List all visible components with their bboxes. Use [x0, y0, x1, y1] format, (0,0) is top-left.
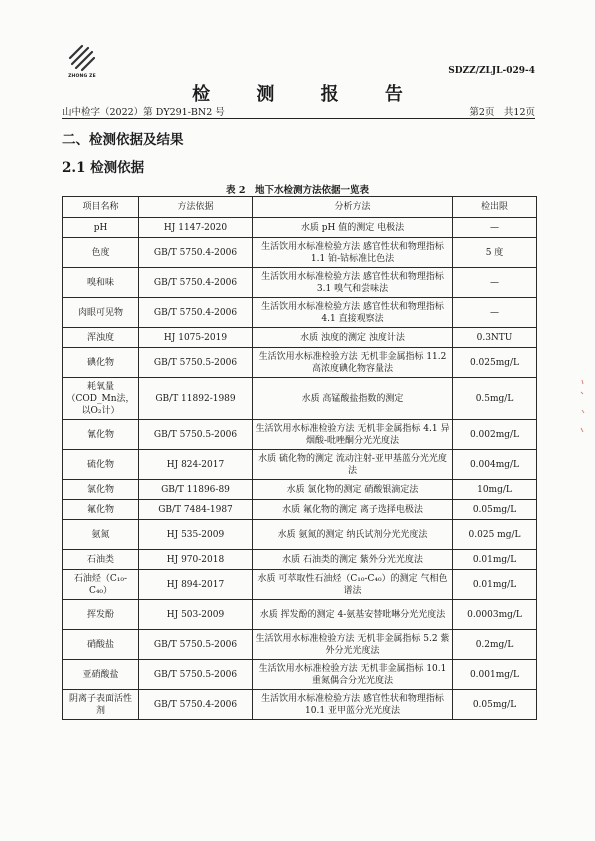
cell-method: 水质 挥发酚的测定 4-氨基安替吡啉分光光度法 [253, 600, 453, 630]
cell-limit: 0.0003mg/L [453, 600, 537, 630]
company-logo-icon [62, 38, 102, 78]
table-row [63, 570, 537, 600]
cell-standard: GB/T 5750.5-2006 [139, 420, 253, 450]
cell-standard: GB/T 5750.4-2006 [139, 268, 253, 298]
table-row [63, 218, 537, 238]
cell-standard: GB/T 5750.4-2006 [139, 238, 253, 268]
cell-item-name: pH [63, 218, 139, 238]
cell-method: 生活饮用水标准检验方法 无机非金属指标 10.1 重氮偶合分光光度法 [253, 660, 453, 690]
table-header-row [63, 197, 537, 218]
cell-item-name: 氯化物 [63, 480, 139, 500]
cell-limit: 0.001mg/L [453, 660, 537, 690]
cell-item-name: 石油类 [63, 550, 139, 570]
report-number: 山中检字（2022）第 DY291-BN2 号 [62, 107, 225, 118]
cell-limit: 0.025mg/L [453, 348, 537, 378]
cell-method: 水质 浊度的测定 浊度计法 [253, 328, 453, 348]
page-info: 第2页 共12页 [469, 107, 535, 118]
cell-item-name: 嗅和味 [63, 268, 139, 298]
cell-method: 水质 高锰酸盐指数的测定 [253, 378, 453, 420]
cell-limit: 0.002mg/L [453, 420, 537, 450]
cell-standard: HJ 1147-2020 [139, 218, 253, 238]
cell-method: 生活饮用水标准检验方法 感官性状和物理指标 4.1 直接观察法 [253, 298, 453, 328]
cell-limit: — [453, 218, 537, 238]
cell-method: 生活饮用水标准检验方法 无机非金属指标 11.2 高浓度碘化物容量法 [253, 348, 453, 378]
cell-limit: 0.01mg/L [453, 550, 537, 570]
document-code: SDZZ/ZLJL-029-4 [448, 66, 535, 76]
cell-limit: — [453, 298, 537, 328]
table-row [63, 450, 537, 480]
cell-method: 生活饮用水标准检验方法 感官性状和物理指标 10.1 亚甲蓝分光光度法 [253, 690, 453, 720]
table-row [63, 348, 537, 378]
cell-standard: HJ 824-2017 [139, 450, 253, 480]
cell-method: 水质 氟化物的测定 离子选择电极法 [253, 500, 453, 520]
cell-limit: 0.01mg/L [453, 570, 537, 600]
cell-limit: 0.5mg/L [453, 378, 537, 420]
cell-item-name: 耗氧量（COD_Mn法，以O₂计） [63, 378, 139, 420]
table-row [63, 690, 537, 720]
cell-limit: 0.05mg/L [453, 500, 537, 520]
table-row [63, 660, 537, 690]
cell-method: 水质 硫化物的测定 流动注射-亚甲基蓝分光光度法 [253, 450, 453, 480]
cell-item-name: 石油烃（C₁₀-C₄₀） [63, 570, 139, 600]
table-caption: 表 2 地下水检测方法依据一览表 [226, 185, 369, 196]
column-header: 项目名称 [63, 197, 139, 218]
table-row [63, 268, 537, 298]
cell-item-name: 阴离子表面活性剂 [63, 690, 139, 720]
cell-standard: GB/T 11892-1989 [139, 378, 253, 420]
table-row [63, 500, 537, 520]
cell-item-name: 肉眼可见物 [63, 298, 139, 328]
cell-method: 生活饮用水标准检验方法 无机非金属指标 5.2 紫外分光光度法 [253, 630, 453, 660]
cell-standard: GB/T 7484-1987 [139, 500, 253, 520]
cell-limit: 0.05mg/L [453, 690, 537, 720]
cell-item-name: 色度 [63, 238, 139, 268]
method-table [62, 196, 537, 720]
cell-limit: 0.3NTU [453, 328, 537, 348]
logo-text: ZHONG ZE [68, 74, 96, 79]
cell-standard: GB/T 11896-89 [139, 480, 253, 500]
table-row [63, 298, 537, 328]
cell-item-name: 亚硝酸盐 [63, 660, 139, 690]
cell-method: 水质 可萃取性石油烃（C₁₀-C₄₀）的测定 气相色谱法 [253, 570, 453, 600]
table-row [63, 328, 537, 348]
margin-marks [580, 380, 586, 440]
cell-method: 水质 石油类的测定 紫外分光光度法 [253, 550, 453, 570]
table-row [63, 550, 537, 570]
cell-standard: HJ 535-2009 [139, 520, 253, 550]
cell-method: 生活饮用水标准检验方法 感官性状和物理指标 1.1 铂-钴标准比色法 [253, 238, 453, 268]
cell-standard: HJ 970-2018 [139, 550, 253, 570]
cell-item-name: 碘化物 [63, 348, 139, 378]
cell-standard: GB/T 5750.5-2006 [139, 660, 253, 690]
cell-standard: HJ 503-2009 [139, 600, 253, 630]
cell-standard: GB/T 5750.4-2006 [139, 690, 253, 720]
cell-method: 水质 氯化物的测定 硝酸银滴定法 [253, 480, 453, 500]
cell-method: 水质 氨氮的测定 纳氏试剂分光光度法 [253, 520, 453, 550]
cell-standard: GB/T 5750.4-2006 [139, 298, 253, 328]
cell-method: 生活饮用水标准检验方法 无机非金属指标 4.1 异烟酸-吡唑酮分光光度法 [253, 420, 453, 450]
table-row [63, 378, 537, 420]
header-divider [62, 118, 535, 119]
cell-standard: GB/T 5750.5-2006 [139, 348, 253, 378]
cell-item-name: 氰化物 [63, 420, 139, 450]
table-row [63, 238, 537, 268]
cell-item-name: 氨氮 [63, 520, 139, 550]
cell-limit: — [453, 268, 537, 298]
subsection-heading: 2.1 检测依据 [62, 160, 145, 176]
cell-item-name: 硫化物 [63, 450, 139, 480]
cell-item-name: 挥发酚 [63, 600, 139, 630]
table-row [63, 630, 537, 660]
table-row [63, 480, 537, 500]
column-header: 检出限 [453, 197, 537, 218]
cell-limit: 10mg/L [453, 480, 537, 500]
table-row [63, 520, 537, 550]
cell-standard: GB/T 5750.5-2006 [139, 630, 253, 660]
cell-standard: HJ 894-2017 [139, 570, 253, 600]
table-row [63, 600, 537, 630]
cell-method: 水质 pH 值的测定 电极法 [253, 218, 453, 238]
column-header: 方法依据 [139, 197, 253, 218]
cell-item-name: 浑浊度 [63, 328, 139, 348]
table-row [63, 420, 537, 450]
cell-limit: 0.2mg/L [453, 630, 537, 660]
column-header: 分析方法 [253, 197, 453, 218]
cell-limit: 5 度 [453, 238, 537, 268]
cell-standard: HJ 1075-2019 [139, 328, 253, 348]
cell-limit: 0.025 mg/L [453, 520, 537, 550]
cell-item-name: 氟化物 [63, 500, 139, 520]
cell-item-name: 硝酸盐 [63, 630, 139, 660]
section-heading: 二、检测依据及结果 [62, 132, 184, 148]
cell-limit: 0.004mg/L [453, 450, 537, 480]
cell-method: 生活饮用水标准检验方法 感官性状和物理指标 3.1 嗅气和尝味法 [253, 268, 453, 298]
page-title: 检 测 报 告 [192, 84, 423, 105]
